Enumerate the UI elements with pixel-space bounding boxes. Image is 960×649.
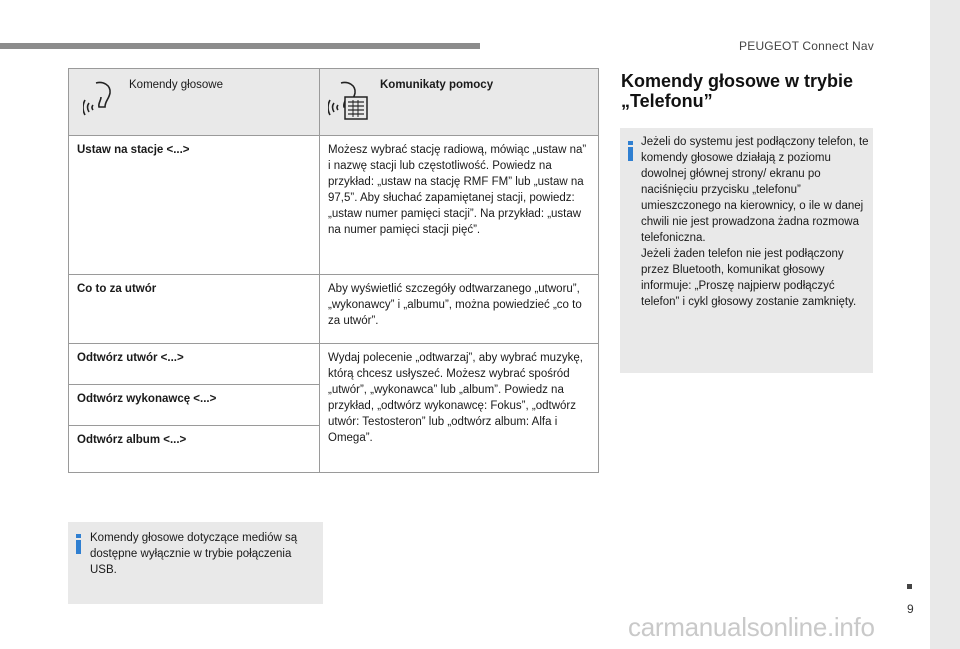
table-header-help-label: Komunikaty pomocy: [380, 79, 494, 91]
voice-command-icon: [83, 79, 117, 124]
phone-note: [620, 128, 873, 373]
help-cell: Możesz wybrać stację radiową, mówiąc „ustaw na” i nazwę stacji lub częstotliwość. Powiedz na przykład: „ustaw na stację RMF FM” lub „ustaw na 97,5”. Aby słuchać zapamiętanej stacji, powiedz: „ustaw numer pamięci stacji”. Na przykład: „ustaw na numer pamięci stacji pięć”.: [320, 136, 599, 275]
help-cell: Wydaj polecenie „odtwarzaj”, aby wybrać muzykę, którą chcesz usłyszeć. Możesz wybrać spośród „utwór”, „wykonawca” lub „album”. Powiedz na przykład, „odtwórz wykonawcę: Fokus”, „odtwórz utwór: Testosteron” lub „odtwórz album: Alfa i Omega”.: [320, 344, 599, 473]
page-marker: [907, 584, 912, 589]
table-row: [69, 136, 599, 275]
table-header-help: [320, 69, 599, 136]
phone-note-paragraph-1: Jeżeli do systemu jest podłączony telefon, te komendy głosowe działają z poziomu dowolnej głównej strony/ ekranu po naciśnięciu przycisku „telefonu” umieszczonego na kierownicy, o ile w danej chwili nie jest prowadzona żadna rozmowa telefoniczna.: [641, 136, 869, 244]
watermark: carmanualsonline.info: [628, 612, 875, 642]
page-header: PEUGEOT Connect Nav: [739, 39, 874, 53]
phone-note-text: [641, 134, 869, 310]
top-rule: [0, 43, 480, 49]
phone-note-paragraph-2: Jeżeli żaden telefon nie jest podłączony przez Bluetooth, komunikat głosowy informuje: „Proszę najpierw podłączyć telefon” i cykl głosowy zostanie zamknięty.: [641, 248, 857, 308]
page-number: 9: [907, 602, 914, 616]
command-cell: Odtwórz album <...>: [69, 426, 320, 473]
table-row: [69, 275, 599, 344]
command-cell: Odtwórz wykonawcę <...>: [69, 385, 320, 426]
command-cell: Co to za utwór: [69, 275, 320, 344]
media-note-text: Komendy głosowe dotyczące mediów są dostępne wyłącznie w trybie połączenia USB.: [90, 532, 298, 576]
info-icon: [76, 534, 81, 554]
voice-commands-table: [68, 68, 599, 473]
command-cell: Ustaw na stacje <...>: [69, 136, 320, 275]
media-note: [68, 522, 323, 604]
info-icon: [628, 141, 633, 161]
table-row: [69, 344, 599, 385]
command-cell: Odtwórz utwór <...>: [69, 344, 320, 385]
table-header-commands-label: Komendy głosowe: [129, 79, 223, 91]
section-title: Komendy głosowe w trybie „Telefonu”: [621, 71, 854, 111]
voice-help-icon: [328, 79, 370, 128]
table-header-commands: [69, 69, 320, 136]
side-strip: [930, 0, 960, 649]
help-cell: Aby wyświetlić szczegóły odtwarzanego „utworu”, „wykonawcy” i „albumu”, można powiedzieć „co to za utwór”.: [320, 275, 599, 344]
